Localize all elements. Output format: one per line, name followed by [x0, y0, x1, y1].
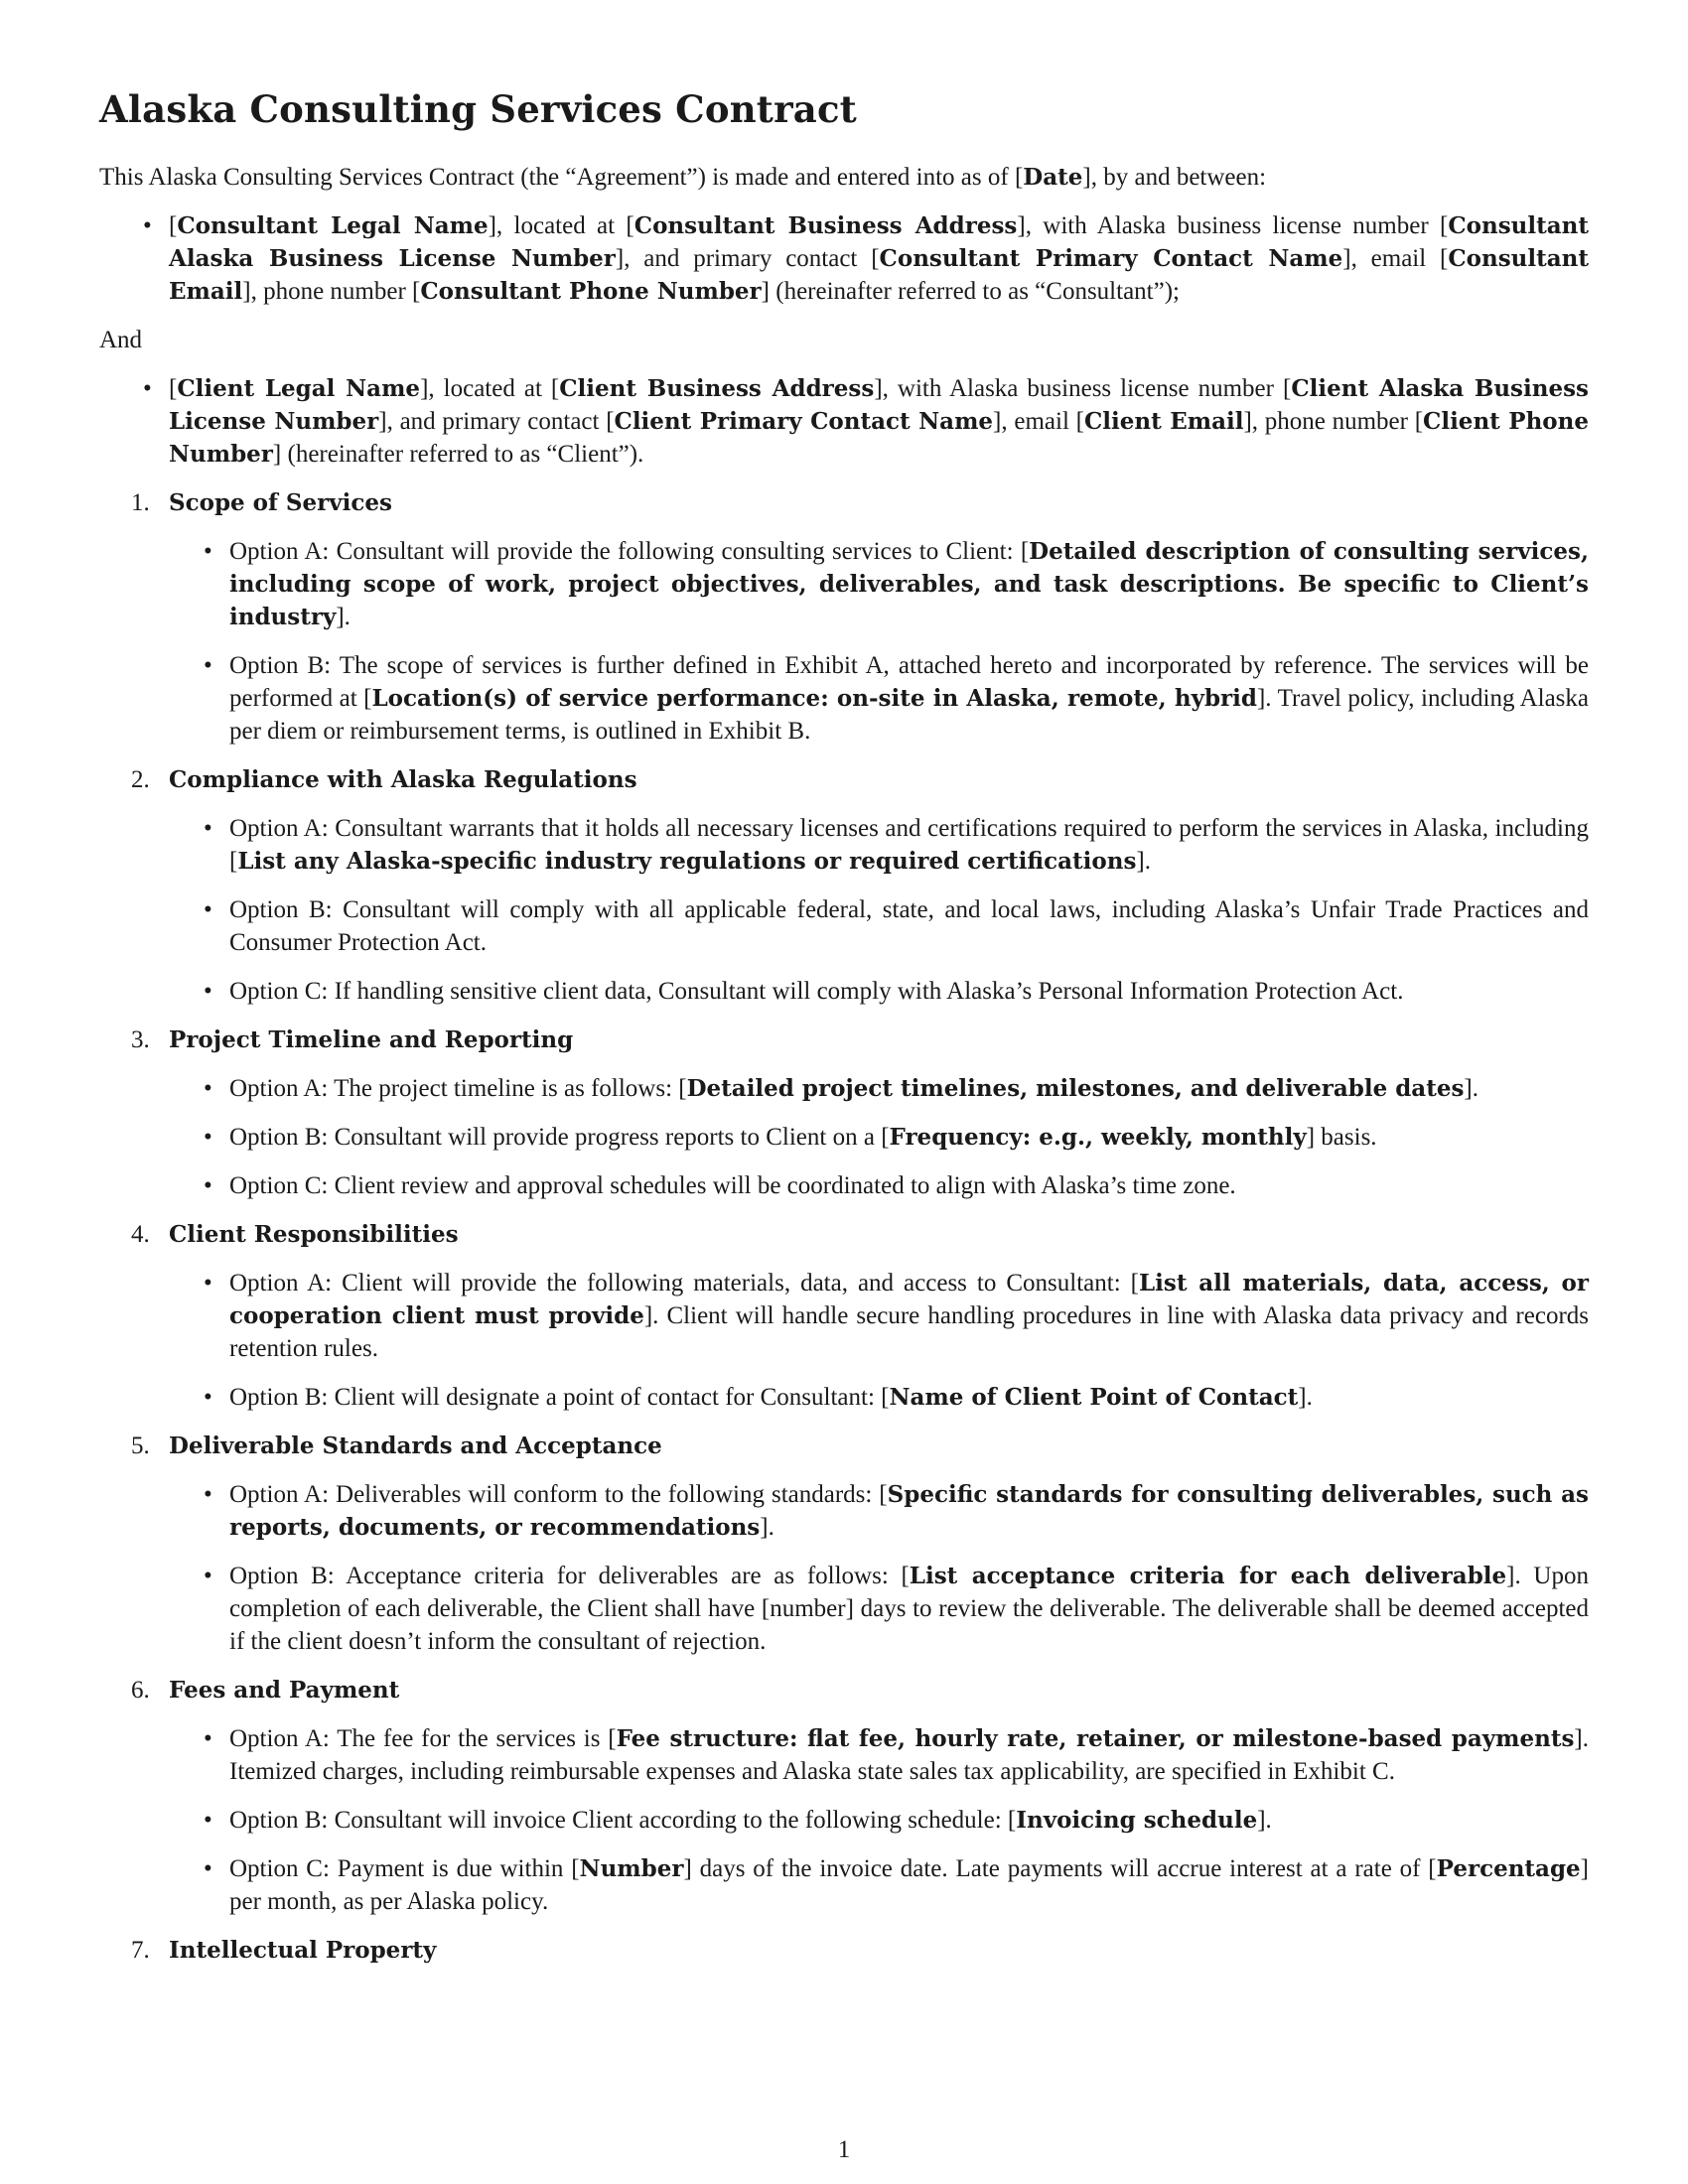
- placeholder-text: Detailed project timelines, milestones, and deliverable dates: [686, 1075, 1465, 1102]
- option-item: [229, 1560, 1589, 1658]
- text: Option A: The project timeline is as follows: [: [229, 1075, 687, 1102]
- text: ].: [1136, 848, 1151, 875]
- section-project-timeline: [131, 1024, 1589, 1202]
- placeholder-text: Number: [579, 1855, 684, 1882]
- placeholder-text: List any Alaska-specific industry regulations or required certifications: [237, 848, 1137, 875]
- option-item: [229, 1852, 1589, 1918]
- options-list: [169, 535, 1589, 748]
- section-scope-of-services: [131, 486, 1589, 748]
- text: ] basis.: [1306, 1124, 1377, 1151]
- text: Option C: Payment is due within [: [229, 1855, 580, 1882]
- placeholder-text: Location(s) of service performance: on-site in Alaska, remote, hybrid: [371, 685, 1257, 712]
- text: ], phone number [: [242, 278, 421, 305]
- option-item: [229, 975, 1589, 1008]
- page-title: Alaska Consulting Services Contract: [99, 87, 857, 131]
- text: [: [169, 212, 178, 239]
- section-intellectual-property: [131, 1934, 1589, 1967]
- option-item: [229, 535, 1589, 633]
- text: ].: [760, 1514, 774, 1541]
- page-number: 1: [837, 2136, 851, 2163]
- consultant-party-list: [99, 209, 1589, 308]
- placeholder-text: Fee structure: flat fee, hourly rate, retainer, or milestone-based payments: [616, 1725, 1575, 1752]
- text: Option C: Client review and approval schedules will be coordinated to align with Alaska’s time zone.: [229, 1172, 1236, 1199]
- options-list: [169, 812, 1589, 1008]
- text: Option B: Consultant will provide progress reports to Client on a [: [229, 1124, 890, 1151]
- client-address-placeholder: Client Business Address: [559, 375, 875, 402]
- client-email-placeholder: Client Email: [1083, 408, 1244, 435]
- options-list: [169, 1722, 1589, 1918]
- text: ], and primary contact [: [378, 408, 615, 435]
- section-title: Scope of Services: [169, 489, 392, 516]
- text: ]. Upon completion of each deliverable, the Client shall have [number] days to review the deliverable. The deliverable shall be deemed accepted if the client doesn’t inform the consultant of rejection.: [229, 1563, 1589, 1655]
- section-number: 6.: [131, 1677, 150, 1704]
- document-body: [99, 161, 1589, 1967]
- text: ].: [336, 604, 351, 630]
- section-title: Compliance with Alaska Regulations: [169, 766, 637, 793]
- document-page: [99, 87, 1589, 1982]
- section-number: 5.: [131, 1433, 150, 1459]
- text: ], with Alaska business license number [: [874, 375, 1292, 402]
- text: Option B: Consultant will invoice Client according to the following schedule: [: [229, 1807, 1017, 1834]
- option-item: [229, 1722, 1589, 1788]
- intro-text: This Alaska Consulting Services Contract (the “Agreement”) is made and entered into as of [: [99, 164, 1024, 191]
- consultant-phone-placeholder: Consultant Phone Number: [420, 278, 762, 305]
- text: ], located at [: [420, 375, 560, 402]
- consultant-license-placeholder: Consultant Alaska Business License Number: [169, 212, 1589, 272]
- text: Option A: Consultant will provide the following consulting services to Client: [: [229, 538, 1030, 565]
- and-label: And: [99, 327, 143, 353]
- text: ]. Client will handle secure handling procedures in line with Alaska data privacy and records retention rules.: [229, 1302, 1589, 1362]
- text: ] per month, as per Alaska policy.: [229, 1855, 1589, 1915]
- placeholder-text: List all materials, data, access, or cooperation client must provide: [229, 1270, 1589, 1329]
- placeholder-text: Detailed description of consulting services, including scope of work, project objectives, deliverables, and task descriptions. Be specific to Client’s industry: [229, 538, 1589, 630]
- placeholder-text: List acceptance criteria for each deliverable: [909, 1563, 1507, 1589]
- options-list: [169, 1072, 1589, 1202]
- option-item: [229, 893, 1589, 959]
- placeholder-text: Invoicing schedule: [1016, 1807, 1258, 1834]
- section-client-responsibilities: [131, 1218, 1589, 1414]
- option-item: [229, 1478, 1589, 1544]
- placeholder-text: Frequency: e.g., weekly, monthly: [889, 1124, 1307, 1151]
- text: ]. Itemized charges, including reimbursable expenses and Alaska state sales tax applicability, are specified in Exhibit C.: [229, 1725, 1589, 1785]
- text: Option A: The fee for the services is [: [229, 1725, 617, 1752]
- text: ]. Travel policy, including Alaska per diem or reimbursement terms, is outlined in Exhibit B.: [229, 685, 1589, 745]
- text: ], email [: [1342, 245, 1449, 272]
- section-title: Project Timeline and Reporting: [169, 1026, 574, 1053]
- text: ].: [1464, 1075, 1478, 1102]
- text: ], phone number [: [1243, 408, 1424, 435]
- consultant-name-placeholder: Consultant Legal Name: [177, 212, 489, 239]
- text: ], located at [: [488, 212, 634, 239]
- text: Option C: If handling sensitive client data, Consultant will comply with Alaska’s Personal Information Protection Act.: [229, 978, 1404, 1005]
- intro-paragraph: [99, 161, 1589, 194]
- text: ].: [1298, 1384, 1313, 1411]
- section-number: 3.: [131, 1026, 150, 1053]
- section-title: Fees and Payment: [169, 1677, 400, 1704]
- option-item: [229, 1267, 1589, 1365]
- client-party-item: [169, 372, 1589, 471]
- options-list: [169, 1267, 1589, 1414]
- placeholder-text: Specific standards for consulting deliverables, such as reports, documents, or recommendations: [229, 1481, 1589, 1541]
- section-number: 4.: [131, 1221, 150, 1248]
- intro-text-end: ], by and between:: [1082, 164, 1267, 191]
- text: ].: [1257, 1807, 1272, 1834]
- client-name-placeholder: Client Legal Name: [177, 375, 421, 402]
- section-title: Deliverable Standards and Acceptance: [169, 1433, 662, 1459]
- section-fees-and-payment: [131, 1674, 1589, 1918]
- text: ] (hereinafter referred to as “Client”).: [272, 441, 644, 468]
- section-title: Client Responsibilities: [169, 1221, 459, 1248]
- text: Option B: The scope of services is further defined in Exhibit A, attached hereto and incorporated by reference. The services will be performed at [: [229, 652, 1589, 712]
- option-item: [229, 649, 1589, 748]
- section-number: 1.: [131, 489, 150, 516]
- option-item: [229, 1072, 1589, 1105]
- client-phone-placeholder: Client Phone Number: [169, 408, 1589, 468]
- client-license-placeholder: Client Alaska Business License Number: [169, 375, 1589, 435]
- text: ], with Alaska business license number [: [1017, 212, 1449, 239]
- text: Option B: Acceptance criteria for deliverables are as follows: [: [229, 1563, 910, 1589]
- text: [: [169, 375, 178, 402]
- consultant-email-placeholder: Consultant Email: [169, 245, 1589, 305]
- consultant-party-item: [169, 209, 1589, 308]
- section-deliverable-standards: [131, 1430, 1589, 1658]
- option-item: [229, 812, 1589, 878]
- date-placeholder: Date: [1023, 164, 1083, 191]
- placeholder-text: Name of Client Point of Contact: [889, 1384, 1299, 1411]
- placeholder-text: Percentage: [1436, 1855, 1581, 1882]
- text: ], and primary contact [: [615, 245, 880, 272]
- text: Option A: Consultant warrants that it holds all necessary licenses and certifications required to perform the services in Alaska, including [: [229, 815, 1589, 875]
- option-item: [229, 1804, 1589, 1837]
- text: Option A: Client will provide the following materials, data, and access to Consultant: [: [229, 1270, 1139, 1297]
- section-number: 2.: [131, 766, 150, 793]
- client-contact-placeholder: Client Primary Contact Name: [614, 408, 994, 435]
- text: Option B: Consultant will comply with all applicable federal, state, and local laws, including Alaska’s Unfair Trade Practices and Consumer Protection Act.: [229, 896, 1589, 956]
- section-number: 7.: [131, 1937, 150, 1964]
- text: ] (hereinafter referred to as “Consultant”);: [761, 278, 1180, 305]
- client-party-list: [99, 372, 1589, 471]
- option-item: [229, 1169, 1589, 1202]
- section-title: Intellectual Property: [169, 1937, 437, 1964]
- sections-list: [99, 486, 1589, 1967]
- text: Option A: Deliverables will conform to the following standards: [: [229, 1481, 888, 1508]
- option-item: [229, 1121, 1589, 1154]
- options-list: [169, 1478, 1589, 1658]
- consultant-contact-placeholder: Consultant Primary Contact Name: [879, 245, 1343, 272]
- option-item: [229, 1381, 1589, 1414]
- section-compliance: [131, 763, 1589, 1008]
- text: ], email [: [993, 408, 1084, 435]
- text: Option B: Client will designate a point of contact for Consultant: [: [229, 1384, 890, 1411]
- consultant-address-placeholder: Consultant Business Address: [633, 212, 1018, 239]
- text: ] days of the invoice date. Late payments will accrue interest at a rate of [: [683, 1855, 1437, 1882]
